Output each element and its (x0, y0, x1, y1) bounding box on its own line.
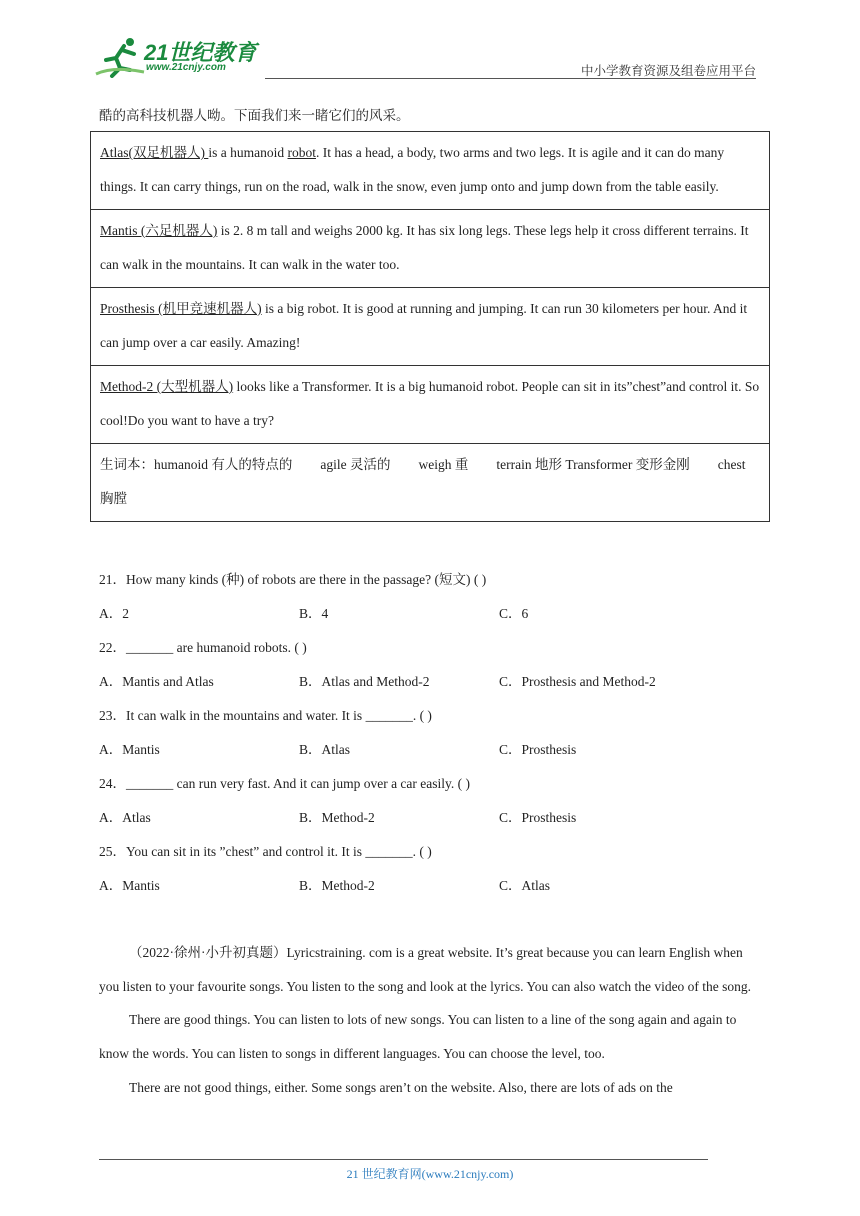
option-a: A．Mantis and Atlas (99, 674, 214, 689)
option-c: C．Prosthesis and Method-2 (499, 674, 656, 689)
vocab-cell (91, 444, 770, 522)
atlas-cell (91, 132, 770, 210)
robot-word: robot (287, 145, 316, 160)
option-b: B．Atlas and Method-2 (299, 674, 430, 689)
question-text: 22．_______ are humanoid robots. ( ) (99, 640, 307, 655)
page-header (0, 0, 860, 80)
page-footer: 21 世纪教育网(www.21cnjy.com) (346, 1167, 514, 1181)
option-a: A．2 (99, 606, 129, 621)
option-a: A．Mantis (99, 878, 160, 893)
intro-line: 酷的高科技机器人呦。下面我们来一睹它们的风采。 (99, 108, 410, 123)
option-row (99, 665, 779, 699)
atlas-text-1: is a humanoid (208, 145, 288, 160)
passage-paragraph: （2022·徐州·小升初真题）Lyricstraining. com is a great website. It’s great because you can learn English when you listen to your favourite songs. You listen to the song and look at the lyrics. You can also watch the video of the song. (99, 945, 752, 994)
passage-paragraph: There are good things. You can listen to lots of new songs. You can listen to a line of the song again and again to know the words. You can listen to songs in different languages. You can choose the level, too. (99, 1012, 737, 1062)
atlas-name: Atlas(双足机器人) (100, 145, 209, 160)
option-c: C．Prosthesis (499, 742, 577, 757)
option-c: C．Prosthesis (499, 810, 577, 825)
atlas-text-2: . It has a head, a body, two arms and two legs. It is agile and it can do many things. It can carry things, run on the road, walk in the snow, even jump onto and jump down from the table easily. (100, 145, 725, 194)
mantis-name: Mantis (六足机器人) (100, 223, 218, 238)
prosthesis-name: Prosthesis (机甲竞速机器人) (100, 301, 262, 316)
vocab-word: weigh 重 (418, 457, 469, 472)
table-row (91, 210, 770, 288)
prosthesis-cell (91, 288, 770, 366)
option-b: B．Atlas (299, 742, 351, 757)
mantis-cell (91, 210, 770, 288)
header-divider (265, 78, 756, 79)
table-row (91, 132, 770, 210)
option-row (99, 597, 779, 631)
site-logo (94, 36, 264, 78)
option-a: A．Atlas (99, 810, 151, 825)
question-text: 21．How many kinds (种) of robots are there in the passage? (短文) ( ) (99, 572, 487, 587)
platform-label: 中小学教育资源及组卷应用平台 (580, 63, 756, 78)
question-text: 24．_______ can run very fast. And it can jump over a car easily. ( ) (99, 776, 471, 791)
vocab-word: agile 灵活的 (320, 457, 391, 472)
option-c: C．6 (499, 606, 529, 621)
option-b: B．Method-2 (299, 810, 375, 825)
option-row (99, 801, 779, 835)
question-text: 25．You can sit in its ”chest” and control it. It is _______. ( ) (99, 844, 432, 859)
vocab-label: 生词本： (100, 457, 154, 472)
question-list (99, 563, 779, 903)
robot-table (90, 131, 770, 522)
vocab-word: chest 胸膛 (100, 457, 746, 506)
logo-text: 21世纪教育 (144, 40, 257, 65)
table-row (91, 288, 770, 366)
table-row (91, 366, 770, 444)
table-row (91, 444, 770, 522)
method-name: Method-2 (大型机器人) (100, 379, 234, 394)
question-text: 23．It can walk in the mountains and water. It is _______. ( ) (99, 708, 432, 723)
option-row (99, 733, 779, 767)
logo-url: www.21cnjy.com (146, 62, 226, 73)
option-c: C．Atlas (499, 878, 551, 893)
method-text: looks like a Transformer. It is a big humanoid robot. People can sit in its”chest”and control it. So cool!Do you want to have a try? (100, 379, 760, 428)
reading-passage (99, 936, 761, 1105)
vocab-word: humanoid 有人的特点的 (154, 457, 293, 472)
footer-divider (99, 1159, 708, 1160)
mantis-text: is 2. 8 m tall and weighs 2000 kg. It has six long legs. These legs help it cross different terrains. It can walk in the mountains. It can walk in the water too. (100, 223, 749, 272)
option-row (99, 869, 779, 903)
prosthesis-text: is a big robot. It is good at running and jumping. It can run 30 kilometers per hour. And it can jump over a car easily. Amazing! (100, 301, 748, 350)
vocab-word: terrain 地形 Transformer 变形金刚 (496, 457, 690, 472)
option-a: A．Mantis (99, 742, 160, 757)
running-figure-icon (94, 36, 146, 78)
method-cell (91, 366, 770, 444)
option-b: B．Method-2 (299, 878, 375, 893)
passage-paragraph: There are not good things, either. Some songs aren’t on the website. Also, there are lots of ads on the (129, 1079, 673, 1095)
option-b: B．4 (299, 606, 329, 621)
